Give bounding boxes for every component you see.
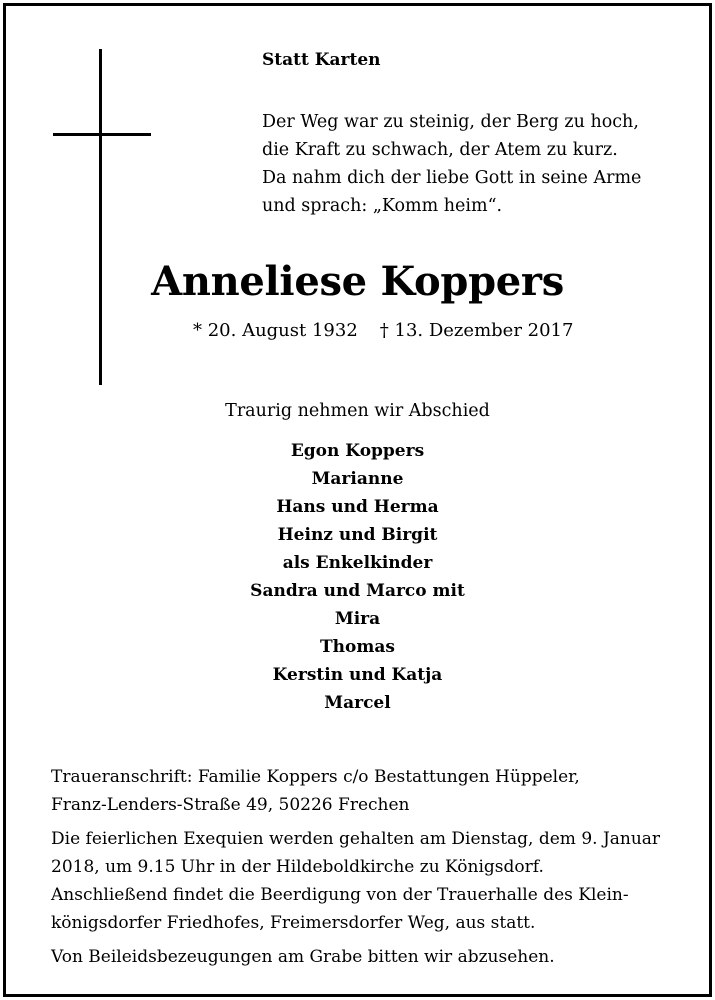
poem-line: Der Weg war zu steinig, der Berg zu hoch, [262,112,639,132]
poem-line: und sprach: „Komm heim“. [262,196,503,216]
condolence-note: Von Beileidsbezeugungen am Grabe bitten wir abzusehen. [51,947,555,967]
obituary-notice [3,3,712,997]
address-line: Traueranschrift: Familie Koppers c/o Bestattungen Hüppeler, [51,767,580,787]
family-member: Kerstin und Katja [272,665,443,685]
poem-line: die Kraft zu schwach, der Atem zu kurz. [262,140,618,160]
service-line: 2018, um 9.15 Uhr in der Hildeboldkirche zu Königsdorf. [51,857,544,877]
family-member: Marianne [311,469,404,489]
life-dates [193,320,573,341]
footer-info [51,757,691,977]
family-list [6,437,709,717]
address-line: Franz-Lenders-Straße 49, 50226 Frechen [51,795,410,815]
service-line: königsdorfer Friedhofes, Freimersdorfer Weg, aus statt. [51,913,536,933]
family-member: Heinz und Birgit [277,525,438,545]
family-member: Hans und Herma [276,497,439,517]
poem-line: Da nahm dich der liebe Gott in seine Arme [262,168,642,188]
poem [262,108,641,220]
family-member: Mira [334,609,381,629]
service-line: Anschließend findet die Beerdigung von der Trauerhalle des Klein- [51,885,629,905]
family-member: Egon Koppers [290,441,425,461]
birth-date: * 20. August 1932 [193,320,358,341]
family-member: Sandra und Marco mit [250,581,465,601]
family-member: Thomas [320,637,395,657]
cross-icon-vertical [99,49,102,385]
family-member: als Enkelkinder [282,553,433,573]
service-line: Die feierlichen Exequien werden gehalten am Dienstag, dem 9. Januar [51,829,661,849]
family-member: Marcel [324,693,391,713]
mourning-line: Traurig nehmen wir Abschied [225,401,490,421]
cross-icon-horizontal [53,133,151,136]
death-date: † 13. Dezember 2017 [379,320,574,341]
deceased-name: Anneliese Koppers [151,258,564,305]
statt-karten-heading: Statt Karten [262,50,381,70]
